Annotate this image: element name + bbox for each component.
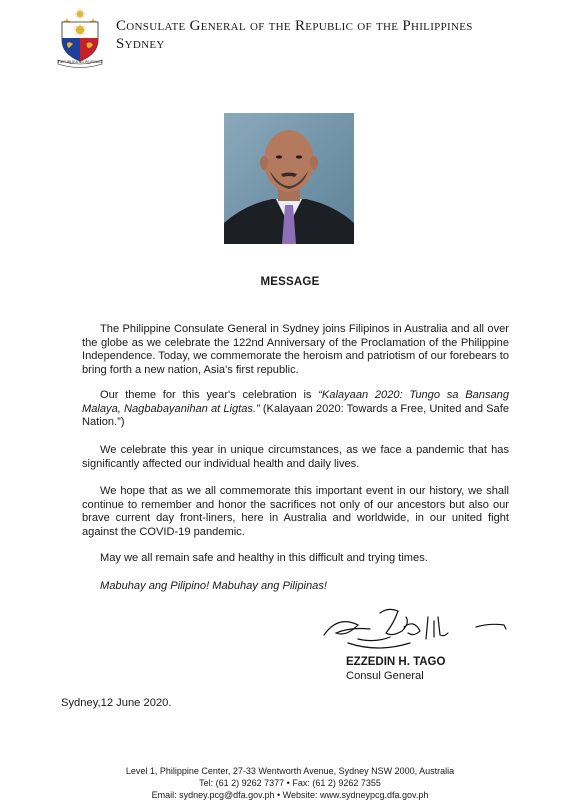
paragraph-3-text: We celebrate this year in unique circumstances, as we face a pandemic that has significantly affected our individual health and daily lives. <box>82 444 509 470</box>
letterhead-subtitle: Sydney <box>116 36 165 52</box>
paragraph-3 <box>82 444 509 471</box>
paragraph-2 <box>82 389 509 430</box>
message-heading: MESSAGE <box>260 276 320 288</box>
paragraph-1 <box>82 323 509 377</box>
paragraph-1-text: The Philippine Consulate General in Sydney joins Filipinos in Australia and all over the globe as we celebrate the 122nd Anniversary of the Proclamation of the Philippine Independence. Today, we commemorate the heroism and patriotism of our forebears to bring forth a new nation, Asia's first republic. <box>82 323 509 376</box>
theme-italic-text: “Kalayaan 2020: Tungo sa Bansang Malaya, Nagbabayanihan at Ligtas.” <box>82 389 509 415</box>
letterhead-title: Consulate General of the Republic of the Philippines <box>116 18 473 34</box>
paragraph-4-text: We hope that as we all commemorate this important event in our history, we shall continue to remember and honor the sacrifices not only of our ancestors but also our brave current day front-liners, here in Australia and worldwide, in our united fight against the COVID-19 pandemic. <box>82 485 509 538</box>
paragraph-2-lead: Our theme for this year's celebration is <box>100 389 319 401</box>
paragraph-4 <box>82 485 509 539</box>
paragraph-2-text <box>82 389 509 430</box>
paragraph-6 <box>82 580 509 594</box>
philippine-coat-of-arms-logo <box>52 8 108 68</box>
handwritten-signature <box>318 603 518 658</box>
footer-phone-fax: Tel: (61 2) 9262 7377 • Fax: (61 2) 9262 7355 <box>199 778 381 788</box>
consul-general-portrait-photo <box>224 113 354 244</box>
seal-motto-text: REPUBLIKA NG PILIPINAS <box>58 60 102 64</box>
paragraph-5 <box>82 552 509 566</box>
paragraph-2-translation: (Kalayaan 2020: Towards a Free, United and Safe Nation.”) <box>82 402 509 429</box>
closing-salutation: Mabuhay ang Pilipino! Mabuhay ang Pilipinas! <box>100 580 327 592</box>
signatory-name: EZZEDIN H. TAGO <box>346 656 446 668</box>
footer-email-website: Email: sydney.pcg@dfa.gov.ph • Website: www.sydneypcg.dfa.gov.ph <box>151 790 429 800</box>
signatory-title: Consul General <box>346 670 424 682</box>
footer-address: Level 1, Philippine Center, 27-33 Wentworth Avenue, Sydney NSW 2000, Australia <box>125 766 455 776</box>
date-line: Sydney,12 June 2020. <box>61 697 172 709</box>
paragraph-5-text: May we all remain safe and healthy in this difficult and trying times. <box>100 552 428 564</box>
